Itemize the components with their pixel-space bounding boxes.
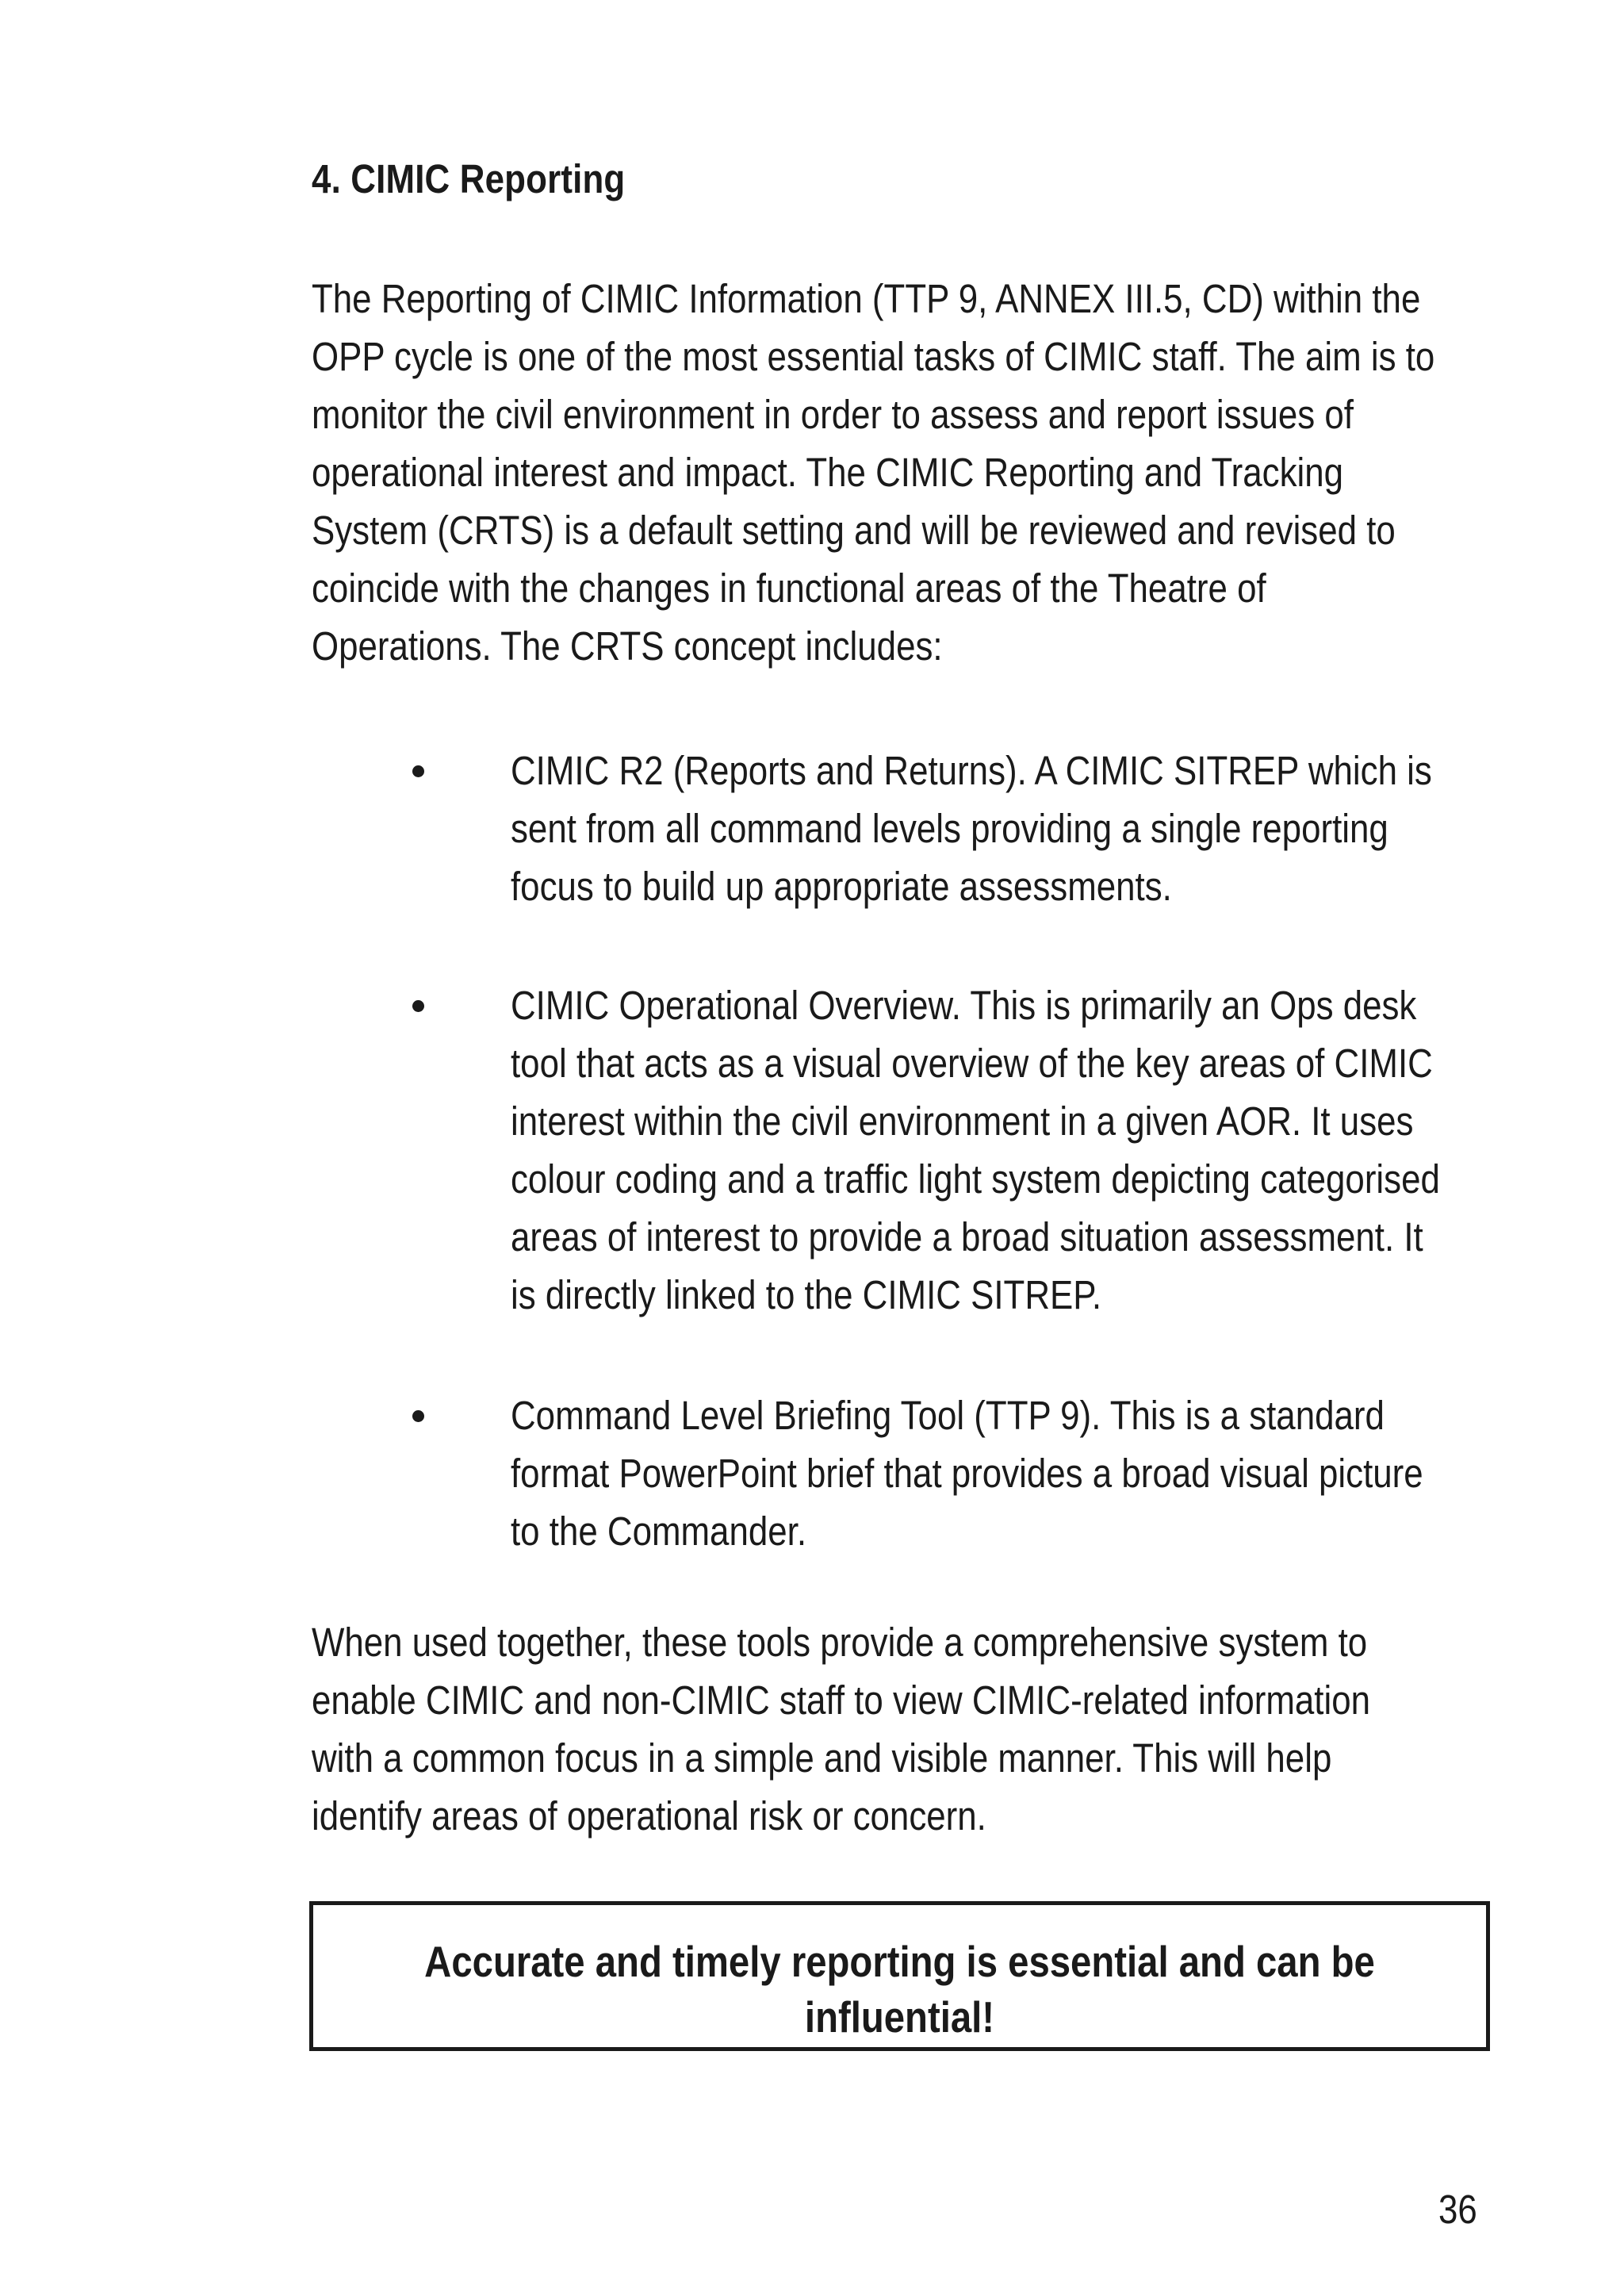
text-line: Command Level Briefing Tool (TTP 9). This is a standard [511, 1393, 1385, 1438]
bullet-icon [412, 1000, 424, 1012]
callout-box [309, 1901, 1490, 2051]
callout-text [313, 1934, 1486, 2045]
bullet-icon [412, 765, 424, 777]
intro-paragraph [312, 270, 1435, 675]
text-line: When used together, these tools provide a comprehensive system to [312, 1620, 1368, 1665]
closing-paragraph [312, 1613, 1371, 1845]
text-line: OPP cycle is one of the most essential tasks of CIMIC staff. The aim is to [312, 334, 1435, 379]
text-line: colour coding and a traffic light system depicting categorised [511, 1156, 1440, 1202]
list-item-text [511, 1386, 1423, 1560]
text-line: sent from all command levels providing a single reporting [511, 806, 1388, 851]
text-line: operational interest and impact. The CIMIC Reporting and Tracking [312, 450, 1344, 495]
bullet-icon [412, 1410, 424, 1422]
text-line: with a common focus in a simple and visible manner. This will help [312, 1735, 1332, 1781]
text-line: enable CIMIC and non-CIMIC staff to view CIMIC-related information [312, 1677, 1371, 1723]
text-line: tool that acts as a visual overview of the key areas of CIMIC [511, 1041, 1433, 1086]
section-heading: 4. CIMIC Reporting [312, 156, 626, 201]
page-number: 36 [1438, 2187, 1477, 2232]
text-line: format PowerPoint brief that provides a broad visual picture [511, 1451, 1423, 1496]
list-item-text [511, 742, 1432, 915]
text-line: CIMIC R2 (Reports and Returns). A CIMIC SITREP which is [511, 748, 1432, 793]
list-item-text [511, 976, 1440, 1324]
text-line: The Reporting of CIMIC Information (TTP 9, ANNEX III.5, CD) within the [312, 276, 1421, 321]
text-line: influential! [804, 1992, 995, 2042]
text-line: to the Commander. [511, 1509, 807, 1554]
text-line: Accurate and timely reporting is essential and can be [424, 1937, 1375, 1986]
text-line: focus to build up appropriate assessments. [511, 864, 1172, 909]
text-line: Operations. The CRTS concept includes: [312, 623, 943, 669]
text-line: areas of interest to provide a broad situation assessment. It [511, 1214, 1423, 1260]
text-line: CIMIC Operational Overview. This is primarily an Ops desk [511, 983, 1417, 1028]
text-line: identify areas of operational risk or concern. [312, 1793, 986, 1838]
text-line: interest within the civil environment in a given AOR. It uses [511, 1098, 1414, 1144]
text-line: monitor the civil environment in order to assess and report issues of [312, 392, 1354, 437]
text-line: is directly linked to the CIMIC SITREP. [511, 1272, 1102, 1317]
text-line: coincide with the changes in functional areas of the Theatre of [312, 566, 1266, 611]
text-line: System (CRTS) is a default setting and will be reviewed and revised to [312, 508, 1396, 553]
